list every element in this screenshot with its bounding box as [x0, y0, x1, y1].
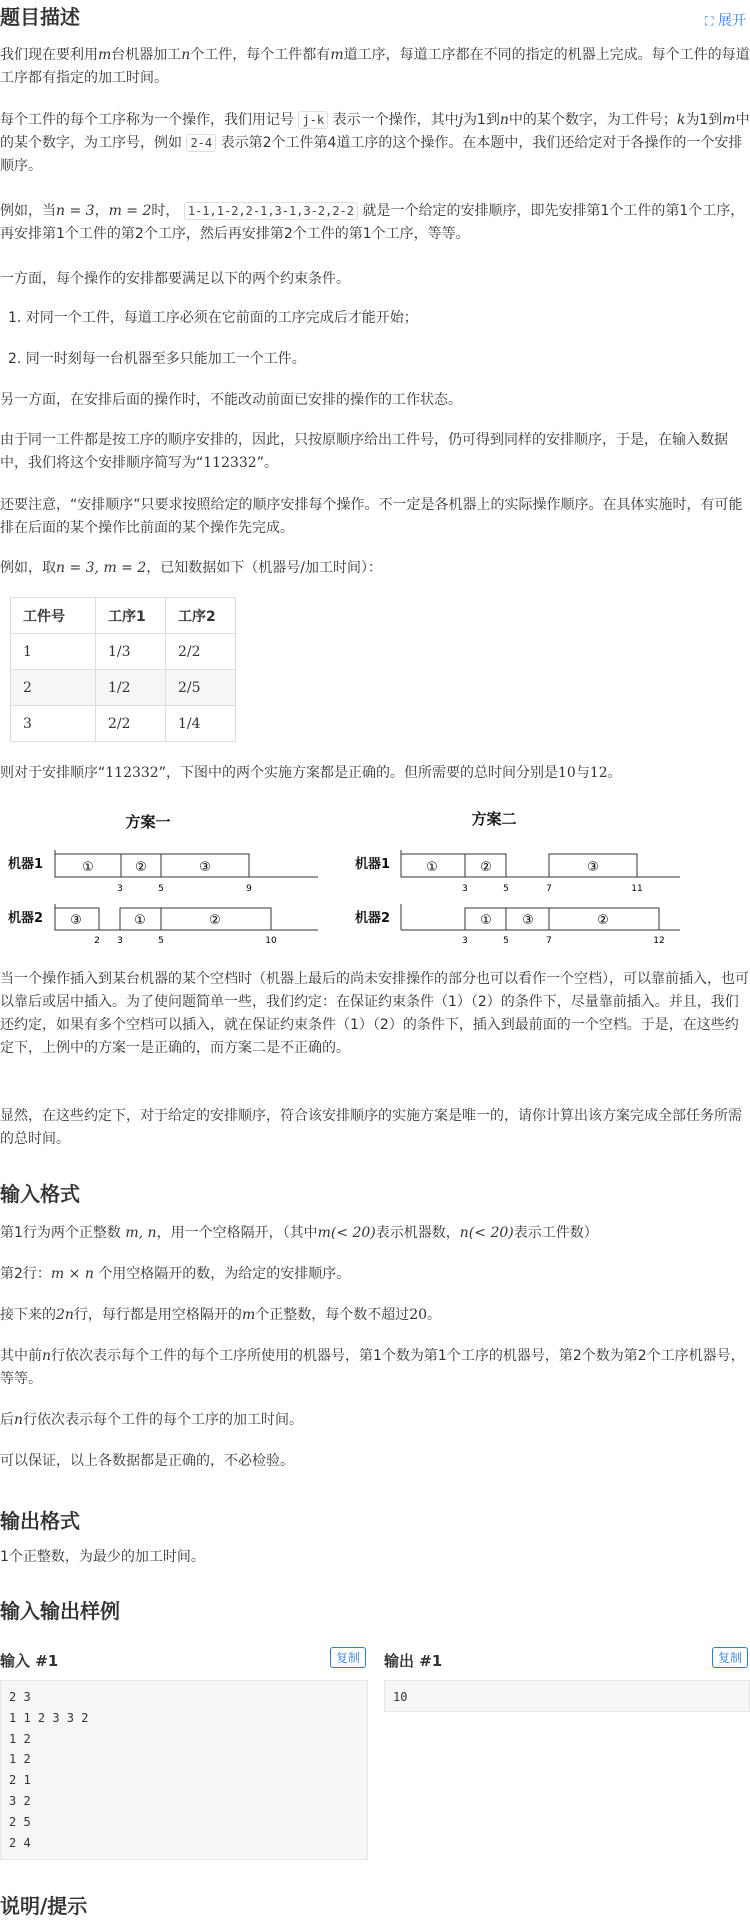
plan2-m1-tick: 7 — [546, 884, 552, 894]
sample-input-box[interactable]: 2 3 1 1 2 3 3 2 1 2 1 2 2 1 3 2 2 5 2 4 — [0, 1680, 368, 1860]
plan2-m1-tick: 3 — [462, 884, 468, 894]
plan1-m2-tick: 10 — [265, 936, 277, 946]
table-cell: 2 — [11, 670, 96, 706]
plan1-m1-job: ① — [82, 860, 94, 875]
plan1-m2-job: ② — [209, 913, 221, 928]
desc-paragraph-9: 则对于安排顺序“112332”，下图中的两个实施方案都是正确的。但所需要的总时间分别是10与12。 — [0, 765, 622, 781]
input-format-line-5: 后n行依次表示每个工件的每个工序的加工时间。 — [0, 1412, 304, 1428]
plan1-m2-tick: 3 — [117, 936, 123, 946]
desc-paragraph-8: 例如，取n = 3, m = 2，已知数据如下（机器号/加工时间）： — [0, 560, 382, 576]
expand-button[interactable] — [705, 10, 746, 30]
plan1-title: 方案一 — [125, 813, 171, 831]
inline-code: 1-1,1-2,2-1,3-1,3-2,2-2 — [184, 202, 358, 220]
inline-code: j-k — [298, 111, 328, 129]
schedule-diagram — [0, 800, 750, 960]
table-cell: 1/3 — [96, 634, 166, 670]
table-cell: 2/5 — [166, 670, 236, 706]
copy-output-button[interactable]: 复制 — [712, 1647, 748, 1668]
plan2-m2-job: ③ — [522, 913, 534, 928]
rule-1: 1. 对同一个工件，每道工序必须在它前面的工序完成后才能开始； — [8, 310, 418, 326]
table-cell: 1 — [11, 634, 96, 670]
plan2-m1-tick: 5 — [503, 884, 509, 894]
table-cell: 1/2 — [96, 670, 166, 706]
sample-output-box[interactable]: 10 — [384, 1680, 750, 1712]
plan2-m1-job: ① — [426, 860, 438, 875]
desc-paragraph-4: 一方面，每个操作的安排都要满足以下的两个约束条件。 — [0, 271, 350, 287]
table-header: 工件号 — [11, 598, 96, 634]
plan1-m2-tick: 5 — [158, 936, 164, 946]
input-format-line-6: 可以保证，以上各数据都是正确的，不必检验。 — [0, 1453, 294, 1469]
table-cell: 2/2 — [96, 706, 166, 742]
machine1-label: 机器1 — [8, 857, 44, 872]
machine1-label: 机器1 — [355, 857, 391, 872]
plan2-m2-tick: 5 — [503, 936, 509, 946]
table-cell: 1/4 — [166, 706, 236, 742]
sample-input-label: 输入 #1 — [0, 1652, 59, 1670]
plan2-m1-job: ② — [480, 860, 492, 875]
plan1-m1-tick: 5 — [158, 884, 164, 894]
plan1-m2-job: ③ — [70, 913, 82, 928]
description-title: 题目描述 — [0, 5, 80, 29]
desc-paragraph-6: 由于同一工件都是按工序的顺序安排的，因此，只按原顺序给出工件号，仍可得到同样的安排顺序，于是，在输入数据中，我们将这个安排顺序简写为“112332”。 — [0, 432, 728, 471]
data-table-wrap — [10, 597, 236, 742]
output-format-text: 1个正整数，为最少的加工时间。 — [0, 1549, 205, 1565]
table-row — [11, 670, 236, 706]
plan1-m1-tick: 3 — [117, 884, 123, 894]
samples-title: 输入输出样例 — [0, 1599, 120, 1623]
plan2-m2-tick: 3 — [462, 936, 468, 946]
desc-paragraph-10: 当一个操作插入到某台机器的某个空档时（机器上最后的尚未安排操作的部分也可以看作一个空档），可以靠前插入，也可以靠后或居中插入。为了使问题简单一些，我们约定：在保证约束条件（1）（2）的条件下，尽量靠前插入。并且，我们还约定，如果有多个空档可以插入，就在保证约束条件（1）（2）的条件下，插入到最前面的一个空档。于是，在这些约定下，上例中的方案一是正确的，而方案二是不正确的。 — [0, 971, 749, 1056]
plan1-m1-tick: 9 — [246, 884, 252, 894]
plan2-m1-job: ③ — [587, 860, 599, 875]
desc-paragraph-1: 我们现在要利用m台机器加工n个工件，每个工件都有m道工序，每道工序都在不同的指定的机器上完成。每个工件的每道工序都有指定的加工时间。 — [0, 47, 750, 86]
inline-code: 2-4 — [186, 134, 216, 152]
table-cell: 2/2 — [166, 634, 236, 670]
machine2-label: 机器2 — [8, 911, 44, 926]
plan2-m2-tick: 12 — [653, 936, 665, 946]
desc-paragraph-7: 还要注意，“安排顺序”只要求按照给定的顺序安排每个操作。不一定是各机器上的实际操作顺序。在具体实施时，有可能排在后面的某个操作比前面的某个操作先完成。 — [0, 497, 743, 536]
plan1-m2-job: ① — [134, 913, 146, 928]
table-header-row — [11, 598, 236, 634]
desc-paragraph-5: 另一方面，在安排后面的操作时，不能改动前面已安排的操作的工作状态。 — [0, 392, 462, 408]
hints-title: 说明/提示 — [0, 1894, 88, 1918]
input-format-line-2: 第2行：m × n 个用空格隔开的数，为给定的安排顺序。 — [0, 1266, 351, 1282]
output-format-title: 输出格式 — [0, 1509, 80, 1533]
plan2-m2-job: ① — [480, 913, 492, 928]
description-section — [0, 4, 750, 30]
table-header: 工序2 — [166, 598, 236, 634]
plan2-m1-tick: 11 — [631, 884, 643, 894]
rule-2: 2. 同一时刻每一台机器至多只能加工一个工件。 — [8, 351, 306, 367]
plan1-m1-job: ② — [135, 860, 147, 875]
expand-label: 展开 — [718, 13, 746, 29]
table-cell: 3 — [11, 706, 96, 742]
copy-input-button[interactable]: 复制 — [330, 1647, 366, 1668]
data-table — [10, 597, 236, 742]
machine2-label: 机器2 — [355, 911, 391, 926]
input-format-line-1: 第1行为两个正整数 m, n，用一个空格隔开，（其中m(< 20)表示机器数，n(< 20)表示工件数） — [0, 1225, 598, 1241]
input-format-line-4: 其中前n行依次表示每个工件的每个工序所使用的机器号，第1个数为第1个工序的机器号，第2个数为第2个工序机器号，等等。 — [0, 1348, 745, 1387]
desc-paragraph-11: 显然，在这些约定下，对于给定的安排顺序，符合该安排顺序的实施方案是唯一的，请你计算出该方案完成全部任务所需的总时间。 — [0, 1108, 742, 1147]
plan1-m1-job: ③ — [199, 860, 211, 875]
table-row — [11, 706, 236, 742]
table-header: 工序1 — [96, 598, 166, 634]
desc-paragraph-2: 每个工件的每个工序称为一个操作，我们用记号 j-k 表示一个操作，其中j为1到n中的某个数字，为工件号；k为1到m中的某个数字，为工序号，例如 2-4 表示第2个工件第4道工序的这个操作。在本题中，我们还给定对于各操作的一个安排顺序。 — [0, 112, 750, 174]
plan2-m2-job: ② — [597, 913, 609, 928]
plan2-title: 方案二 — [471, 810, 517, 828]
sample-output-label: 输出 #1 — [384, 1652, 443, 1670]
input-format-title: 输入格式 — [0, 1182, 80, 1206]
desc-paragraph-3: 例如，当n = 3，m = 2时， 1-1,1-2,2-1,3-1,3-2,2-2 就是一个给定的安排顺序，即先安排第1个工件的第1个工序，再安排第1个工件的第2个工序，然后再安排第2个工件的第1个工序，等等。 — [0, 203, 745, 242]
expand-icon: ⛶ — [705, 14, 714, 28]
input-format-line-3: 接下来的2n行，每行都是用空格隔开的m个正整数，每个数不超过20。 — [0, 1307, 442, 1323]
table-row — [11, 634, 236, 670]
plan1-m2-tick: 2 — [94, 936, 100, 946]
plan2-m2-tick: 7 — [546, 936, 552, 946]
